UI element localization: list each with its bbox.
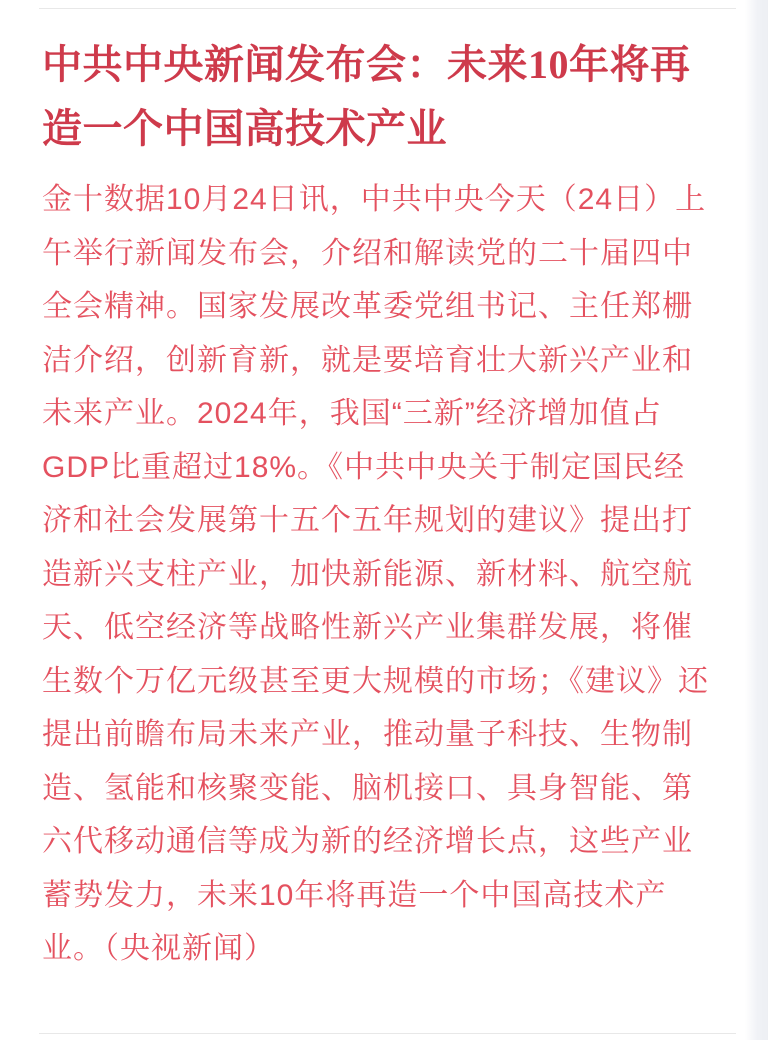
article-body <box>42 173 709 976</box>
body-line: 未来产业。2024年，我国“三新”经济增加值占 <box>42 397 662 430</box>
body-line: 提出前瞻布局未来产业，推动量子科技、生物制 <box>42 718 693 751</box>
body-line: 天、低空经济等战略性新兴产业集群发展，将催 <box>42 611 693 644</box>
body-line: 蓄势发力，未来10年将再造一个中国高技术产 <box>42 878 667 912</box>
top-divider <box>39 8 736 9</box>
body-line: GDP比重超过18%。《中共中央关于制定国民经 <box>42 450 686 484</box>
body-line: 生数个万亿元级甚至更大规模的市场；《建议》还 <box>42 664 709 698</box>
body-line: 六代移动通信等成为新的经济增长点，这些产业 <box>42 825 693 858</box>
bottom-divider <box>39 1033 736 1034</box>
body-line: 全会精神。国家发展改革委党组书记、主任郑栅 <box>42 290 693 323</box>
scrollbar-track[interactable] <box>745 0 768 1040</box>
body-line: 业。（央视新闻） <box>42 932 275 965</box>
body-line: 午举行新闻发布会，介绍和解读党的二十届四中 <box>42 236 693 270</box>
body-line: 造、氢能和核聚变能、脑机接口、具身智能、第 <box>42 771 693 805</box>
article-title-line-2: 造一个中国高技术产业 <box>42 106 447 151</box>
body-line: 造新兴支柱产业，加快新能源、新材料、航空航 <box>42 557 693 591</box>
article-title <box>42 33 691 161</box>
body-line: 洁介绍，创新育新，就是要培育壮大新兴产业和 <box>42 343 693 377</box>
article-title-line-1: 中共中央新闻发布会：未来10年将再 <box>42 42 691 87</box>
body-line: 金十数据10月24日讯，中共中央今天（24日）上 <box>42 183 707 216</box>
body-line: 济和社会发展第十五个五年规划的建议》提出打 <box>42 504 693 537</box>
